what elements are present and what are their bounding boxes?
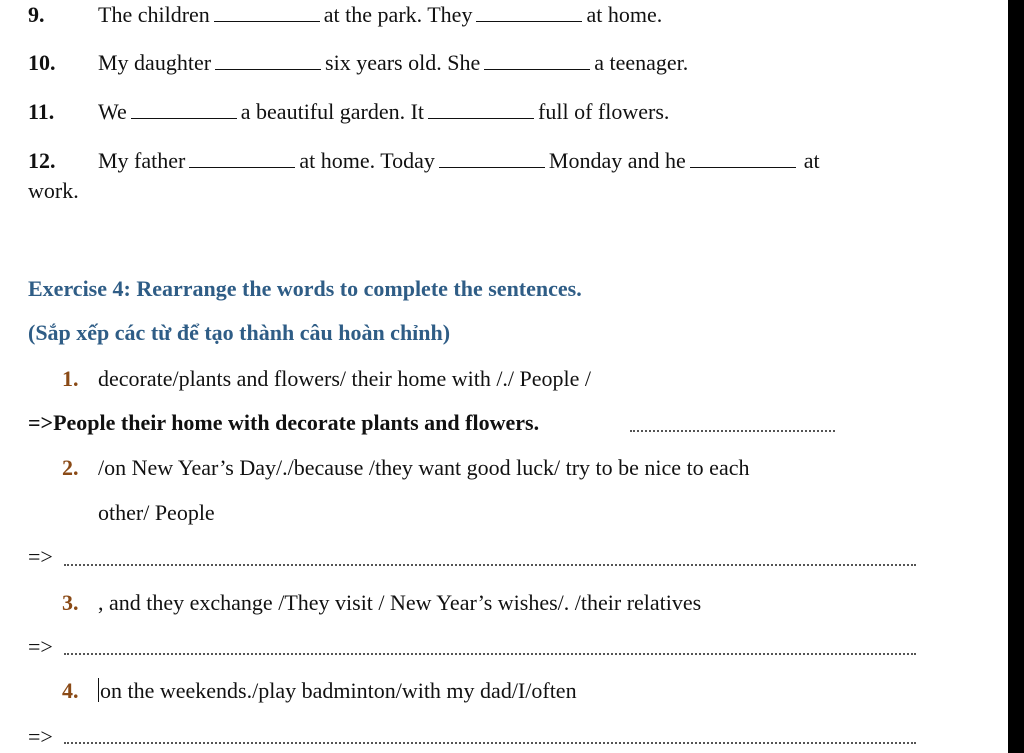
- answer-blank[interactable]: [131, 100, 237, 119]
- text-cursor: [98, 678, 99, 702]
- item-prompt: /on New Year’s Day/./because /they want good luck/ try to be nice to each: [98, 455, 750, 480]
- answer-arrow: =>: [28, 410, 54, 435]
- item-prompt: decorate/plants and flowers/ their home with /./ People /: [98, 366, 592, 391]
- item-number: 1.: [62, 366, 79, 391]
- question-text: The children: [98, 2, 210, 27]
- answer-arrow: =>: [28, 724, 53, 749]
- question-text: at the park. They: [323, 2, 473, 27]
- item-prompt-continued: other/ People: [98, 500, 215, 525]
- question-text: We: [98, 99, 127, 124]
- answer-dots[interactable]: [64, 653, 916, 655]
- answer-dots[interactable]: [64, 742, 916, 744]
- exercise-title: Exercise 4: Rearrange the words to complete the sentences.: [28, 276, 582, 301]
- answer-blank[interactable]: [189, 149, 295, 168]
- answer-arrow: =>: [28, 544, 53, 569]
- question-text: at home.: [586, 2, 663, 27]
- answer-blank[interactable]: [476, 3, 582, 22]
- question-number: 12.: [28, 148, 56, 173]
- question-text: at: [803, 148, 820, 173]
- question-text: full of flowers.: [538, 99, 670, 124]
- question-12-continuation: work.: [28, 178, 79, 203]
- question-text: at home. Today: [299, 148, 435, 173]
- question-text: six years old. She: [325, 50, 481, 75]
- answer-dots[interactable]: [64, 564, 916, 566]
- answer-blank[interactable]: [428, 100, 534, 119]
- answer-line-1: [28, 410, 539, 436]
- window-edge: [1008, 0, 1024, 753]
- question-text: a beautiful garden. It: [240, 99, 425, 124]
- question-text: Monday and he: [548, 148, 686, 173]
- answer-blank[interactable]: [439, 149, 545, 168]
- item-number: 4.: [62, 678, 79, 703]
- question-number: 10.: [28, 50, 56, 75]
- question-text: My daughter: [98, 50, 212, 75]
- answer-dots[interactable]: [630, 430, 835, 432]
- item-number: 2.: [62, 455, 79, 480]
- item-prompt: on the weekends./play badminton/with my dad/I/often: [100, 678, 577, 703]
- answer-blank[interactable]: [214, 3, 320, 22]
- answer-arrow: =>: [28, 634, 53, 659]
- item-number: 3.: [62, 590, 79, 615]
- question-number: 11.: [28, 99, 55, 124]
- question-number: 9.: [28, 2, 45, 27]
- exercise-subtitle: (Sắp xếp các từ để tạo thành câu hoàn chỉnh): [28, 320, 451, 345]
- answer-blank[interactable]: [484, 51, 590, 70]
- answer-blank[interactable]: [215, 51, 321, 70]
- question-text: a teenager.: [594, 50, 689, 75]
- answer-blank[interactable]: [690, 149, 796, 168]
- item-prompt: , and they exchange /They visit / New Year’s wishes/. /their relatives: [98, 590, 702, 615]
- answer-text: People their home with decorate plants and flowers.: [53, 410, 540, 435]
- question-text: My father: [98, 148, 186, 173]
